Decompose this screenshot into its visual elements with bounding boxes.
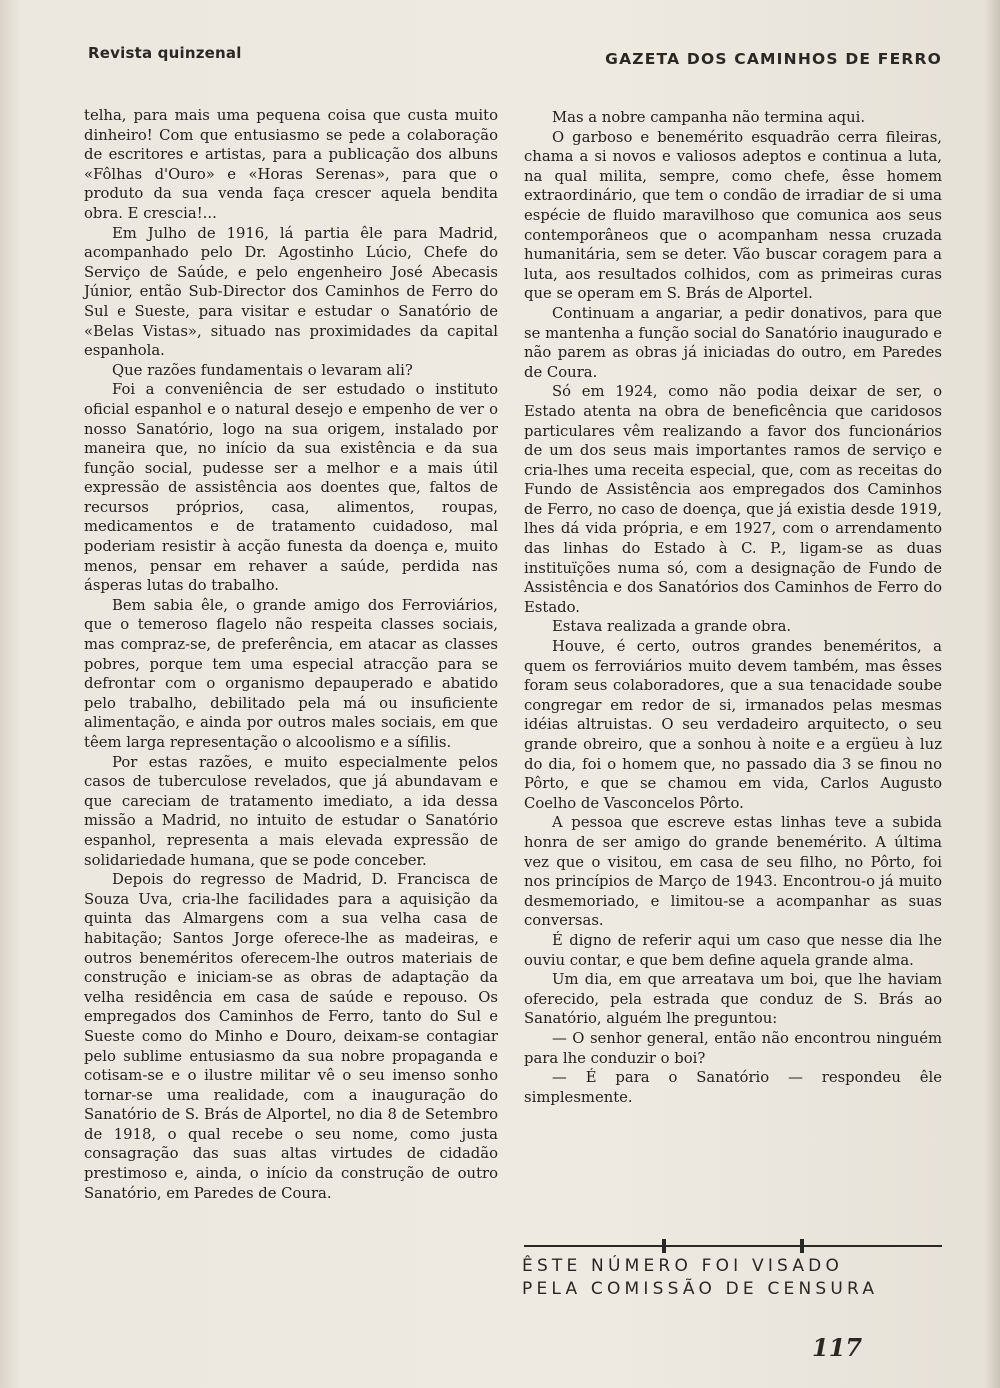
paragraph: Que razões fundamentais o levaram ali? — [112, 361, 413, 379]
article-column-right — [524, 108, 942, 1107]
paragraph: A pessoa que escreve estas linhas teve a subida honra de ser amigo do grande benemérito. A última vez que o visitou, em casa de seu filho, no Pôrto, foi nos princípios de Março de 1943. Encontrou-o já muito desmemoriado, e limitou-se a acompanhar as suas conversas. — [524, 814, 942, 930]
paragraph: Depois do regresso de Madrid, D. Francisca de Souza Uva, cria-lhe facilidades para a aquisição da quinta das Almargens com a sua velha casa de habitação; Santos Jorge oferece-lhe as madeiras, e outros beneméritos oferecem-lhe outros materiais de construção e iniciam-se as obras de adaptação da velha residência em casa de saúde e repouso. Os empregados dos Caminhos de Ferro, tanto do Sul e Sueste como do Minho e Douro, deixam-se contagiar pelo sublime entusiasmo da sua nobre propaganda e cotisam-se e o ilustre militar vê o seu imenso sonho tornar-se uma realidade, com a inauguração do Sanatório de S. Brás de Alportel, no dia 8 de Setembro de 1918, o qual recebe o seu nome, como justa consagração das suas altas virtudes de cidadão prestimoso e, ainda, o início da construção de outro Sanatório, em Paredes de Coura. — [84, 871, 498, 1202]
paragraph: — É para o Sanatório — respondeu êle simplesmente. — [524, 1069, 942, 1106]
section-divider — [524, 1239, 942, 1253]
divider-tick — [800, 1239, 804, 1253]
page-edge — [986, 0, 1000, 1388]
paragraph: Um dia, em que arreatava um boi, que lhe haviam oferecido, pela estrada que conduz de S. Brás ao Sanatório, alguém lhe preguntou: — [524, 971, 942, 1028]
header-publication-frequency: Revista quinzenal — [88, 44, 242, 62]
header-journal-title: GAZETA DOS CAMINHOS DE FERRO — [605, 50, 942, 68]
paragraph: Só em 1924, como não podia deixar de ser, o Estado atenta na obra de beneficência que caridosos particulares vêm realizando a favor dos funcionários de um dos seus mais importantes ramos de serviço e cria-lhes uma receita especial, que, com as receitas do Fundo de Assistência aos empregados dos Caminhos de Ferro, no caso de doença, que já existia desde 1919, lhes dá vida própria, e em 1927, com o arrendamento das linhas do Estado à C. P., ligam-se as duas instituïções numa só, com a designação de Fundo de Assistência e dos Sanatórios dos Caminhos de Ferro do Estado. — [524, 383, 942, 616]
paragraph: telha, para mais uma pequena coisa que custa muito dinheiro! Com que entusiasmo se pede a colaboração de escritores e artistas, para a publicação dos albuns «Fôlhas d'Ouro» e «Horas Serenas», para que o produto da sua venda faça crescer aquela bendita obra. E crescia!... — [84, 107, 498, 222]
paragraph: Mas a nobre campanha não termina aqui. — [552, 109, 866, 126]
paragraph: Houve, é certo, outros grandes beneméritos, a quem os ferroviários muito devem também, mas êsses foram seus colaboradores, que a sua tenacidade soube congregar em redor de si, irmanados pelas mesmas idéias altruistas. O seu verdadeiro arquitecto, o seu grande obreiro, que a sonhou à noite e a ergüeu à luz do dia, foi o homem que, no passado dia 3 se finou no Pôrto, e que se chamou em vida, Carlos Augusto Coelho de Vasconcelos Pôrto. — [524, 638, 942, 812]
divider-tick — [662, 1239, 666, 1253]
paragraph: Estava realizada a grande obra. — [552, 618, 792, 636]
paragraph: Em Julho de 1916, lá partia êle para Madrid, acompanhado pelo Dr. Agostinho Lúcio, Chefe do Serviço de Saúde, e pelo engenheiro José Abecasis Júnior, então Sub-Director dos Caminhos de Ferro do Sul e Sueste, para visitar e estudar o Sanatório de «Belas Vistas», situado nas proximidades da capital espanhola. — [84, 224, 498, 360]
censorship-notice — [522, 1255, 946, 1301]
article-column-left — [84, 106, 498, 1203]
paragraph: O garboso e benemérito esquadrão cerra fileiras, chama a si novos e valiosos adeptos e continua a luta, na qual milita, sempre, como chefe, êsse homem extraordinário, que tem o condão de irradiar de si uma espécie de fluido maravilhoso que comunica aos seus contemporâneos que o acompanham nessa cruzada humanitária, sem se deter. Vão buscar coragem para a luta, aos resultados colhidos, com as primeiras curas que se operam em S. Brás de Alportel. — [524, 128, 942, 303]
page-number: 117 — [812, 1333, 863, 1362]
paragraph: Continuam a angariar, a pedir donativos, para que se mantenha a função social do Sanatório inaugurado e não parem as obras já iniciadas do outro, em Paredes de Coura. — [524, 304, 942, 381]
paragraph: Bem sabia êle, o grande amigo dos Ferroviários, que o temeroso flagelo não respeita classes sociais, mas compraz-se, de preferência, em atacar as classes pobres, porque tem uma especial atracção para se defrontar com o organismo depauperado e abatido pelo trabalho, debilitado pela má ou insuficiente alimentação, e ainda por outros males sociais, em que têem larga representação o alcoolismo e a sífilis. — [84, 596, 498, 751]
paragraph: Por estas razões, e muito especialmente pelos casos de tuberculose revelados, que já abundavam e que careciam de tratamento imediato, a ida dessa missão a Madrid, no intuito de estudar o Sanatório espanhol, representa a mais elevada expressão de solidariedade humana, que se pode conceber. — [84, 753, 498, 869]
paragraph: É digno de referir aqui um caso que nesse dia lhe ouviu contar, e que bem define aquela grande alma. — [524, 931, 942, 969]
paragraph: — O senhor general, então não encontrou ninguém para lhe conduzir o boi? — [524, 1029, 942, 1067]
censorship-notice-line: PELA COMISSÃO DE CENSURA — [522, 1279, 879, 1299]
divider-line — [524, 1245, 942, 1247]
censorship-notice-line: ÊSTE NÚMERO FOI VISADO — [522, 1256, 844, 1276]
paragraph: Foi a conveniência de ser estudado o instituto oficial espanhol e o natural desejo e empenho de ver o nosso Sanatório, logo na sua origem, instalado por maneira que, no início da sua existência e da sua função social, pudesse ser a melhor e a mais útil expressão de assistência aos doentes que, faltos de recursos próprios, casa, alimentos, roupas, medicamentos e de tratamento cuidadoso, mal poderiam resistir à acção funesta da doença e, muito menos, pensar em rehaver a saúde, perdida nas ásperas lutas do trabalho. — [84, 381, 498, 595]
